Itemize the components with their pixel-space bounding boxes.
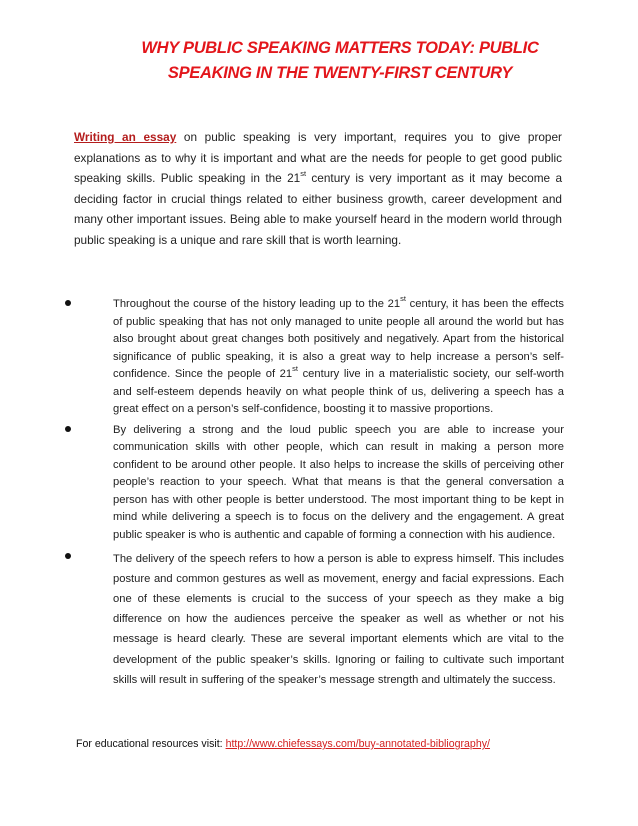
footer-label: For educational resources visit: [76,738,226,750]
bullet-1-text-3: century live in a materialistic society, our self-worth and self-esteem depends heavily on what people think of us, delivering a speech has a great effect on a person’s self-confidence, boosting it to massive proportions. [113,368,565,415]
footer [76,738,576,750]
bullet-1-text-2: century, it has been the effects of public speaking that has not only managed to unite people all around the world but has also brought about great changes both positively and negatively. Apart from the historical significance of public speaking, it is also a great way to help increase a person’s self-confidence. Since the people of 21 [113,298,564,380]
intro-superscript: st [300,169,307,179]
bullet-icon [65,300,71,306]
footer-link[interactable]: http://www.chiefessays.com/buy-annotated-bibliography/ [225,738,490,750]
bullet-1-sup-2: st [292,364,298,374]
document-title [70,36,610,86]
title-line-2: SPEAKING IN THE TWENTY-FIRST CENTURY [167,64,513,82]
bullet-1-sup-1: st [400,294,406,304]
bullet-list [60,296,564,690]
bullet-3-text: The delivery of the speech refers to how a person is able to express himself. This includes posture and common gestures as well as movement, energy and facial expressions. Each one of these elements is crucial to the success of your speech as they make a big difference on how the audiences perceive the speaker as well as whether or not his message is heard clearly. These are several important elements which are vital to the development of the public speaker’s skills. Ignoring or failing to cultivate such important skills will result in suffering of the speaker’s message strength and ultimately the success. [113,552,564,686]
bullet-icon [65,553,71,559]
bullet-1-text-1: Throughout the course of the history leading up to the 21 [113,298,401,310]
writing-essay-link[interactable]: Writing an essay [74,130,177,144]
bullet-icon [65,426,71,432]
bullet-item-history [60,296,564,419]
intro-paragraph [74,127,562,251]
bullet-item-delivery [60,549,564,690]
intro-text-1: on public speaking is very important, requires you to give proper explanations as to why it is important and what are the needs for people to get good public speaking skills. Public speaking in the 21 [74,130,562,186]
bullet-item-communication [60,422,564,545]
bullet-2-text: By delivering a strong and the loud public speech you are able to increase your communication skills with other people, which can result in making a person more confident to be around other people. It also helps to increase the skills of perceiving other people’s reaction to your speech. What that means is that the general conversation a person has with other people is better understood. The most important thing to be kept in mind while delivering a speech is to focus on the delivery and the engagement. A great public speaker is who is authentic and capable of forming a connection with his audience. [113,423,564,542]
intro-text-2: century is very important as it may become a deciding factor in crucial things related to either business growth, career development and many other important issues. Being able to make yourself heard in the modern world through public speaking is a unique and rare skill that is worth learning. [74,171,563,247]
title-line-1: WHY PUBLIC SPEAKING MATTERS TODAY: PUBLIC [141,39,539,57]
